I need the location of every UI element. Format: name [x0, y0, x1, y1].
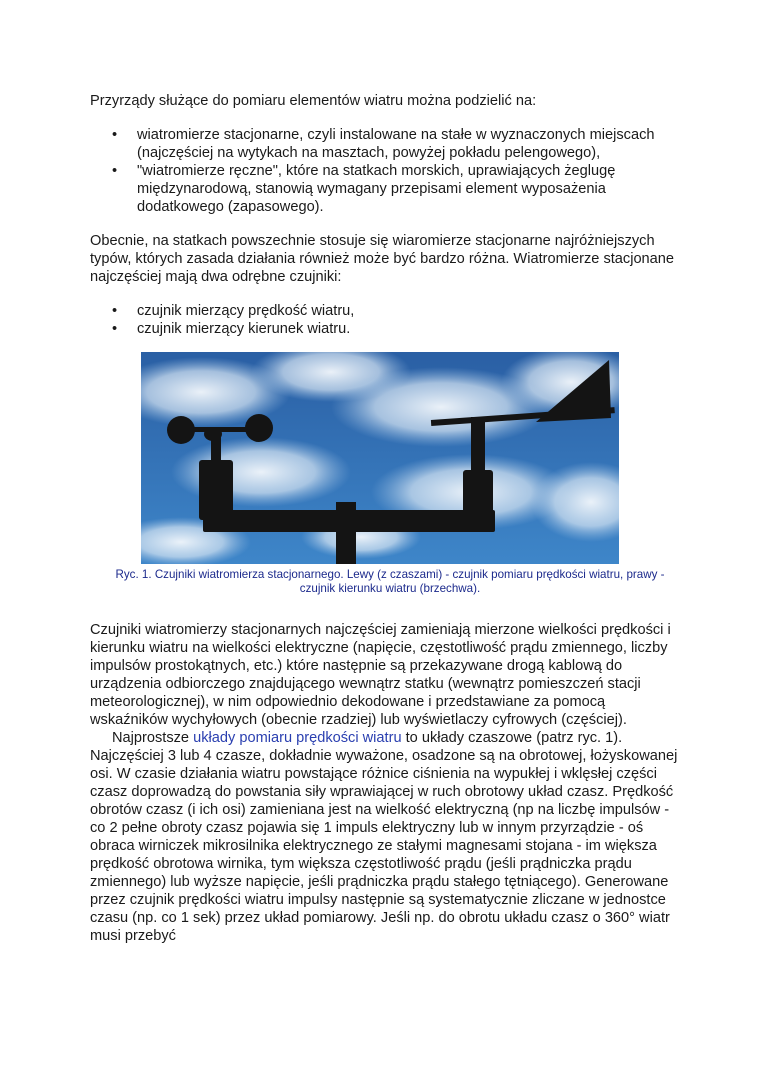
- body-paragraph: Czujniki wiatromierzy stacjonarnych najczęściej zamieniają mierzone wielkości prędkości i kierunku wiatru na wielkości elektryczne (napięcie, częstotliwość prądu zmiennego, liczby impulsów prostokątnych, etc.) które następnie są przekazywane drogą kablową do urządzenia odbiorczego znajdującego wewnątrz statku (wewnątrz pomieszczeń stacji meteorologicznej), w nim odpowiednio dekodowane i przedstawiane za pomocą wskaźników wychyłowych (obecnie rzadziej) lub wyświetlaczy cyfrowych (częściej).: [90, 622, 671, 728]
- cup-anemometer-paragraph: [90, 729, 680, 945]
- paragraph-body: to układy czaszowe (patrz ryc. 1). Najczęściej 3 lub 4 czasze, dokładnie wyważone, osadzone są na obrotowej, łożyskowanej osi. W czasie działania wiatru powstające różnice ciśnienia na wypukłej i wklęsłej części czasz doprowadzą do powstania siły wprawiającej w ruch obrotowy układ czasz. Prędkość obrotów czasz (i ich osi) zamieniana jest na wielkość elektryczną (np na liczbę impulsów - co 2 pełne obroty czasz pojawia się 1 impuls elektryczny lub w innym przyrządzie - oś obraca wirniczek mikrosilnika elektrycznego ze stałymi magnesami stojana - im większa prędkość obrotowa wirnika, tym większa częstotliwość prądu (jeśli prądniczka prądu zmiennego) lub wyższe napięcie, jeśli prądniczka prądu stałego tętniącego). Generowane przez czujnik prędkości wiatru impulsy następnie są systematycznie zliczane w jednostce czasu (np. co 1 sek) przez układ pomiarowy. Jeśli np. do obrotu układu czasz o 360° wiatr musi przebyć: [90, 730, 678, 944]
- wind-speed-systems-link[interactable]: układy pomiaru prędkości wiatru: [193, 730, 402, 746]
- figure-caption: Ryc. 1. Czujniki wiatromierza stacjonarnego. Lewy (z czaszami) - czujnik pomiaru prędkości wiatru, prawy - czujnik kierunku wiatru (brzechwa).: [115, 568, 665, 595]
- sensor-list: [90, 302, 680, 338]
- list-item: • czujnik mierzący kierunek wiatru.: [90, 320, 680, 338]
- paragraph-lead: Najprostsze: [112, 730, 194, 746]
- anemometer-photo: [141, 352, 619, 564]
- list-item: • czujnik mierzący prędkość wiatru,: [90, 302, 680, 320]
- intro-paragraph: Przyrządy służące do pomiaru elementów wiatru można podzielić na:: [90, 93, 537, 109]
- document-page: [90, 92, 680, 945]
- instrument-types-list: [90, 126, 680, 216]
- sensors-paragraph: Obecnie, na statkach powszechnie stosuje się wiaromierze stacjonarne najróżniejszych typów, których zasada działania również może być bardzo różna. Wiatromierze stacjonane najczęściej mają dwa odrębne czujniki:: [90, 233, 675, 285]
- list-item: • wiatromierze stacjonarne, czyli instalowane na stałe w wyznaczonych miejscach (najczęściej na wytykach na masztach, powyżej pokładu pelengowego),: [90, 126, 680, 162]
- list-item: • "wiatromierze ręczne", które na statkach morskich, uprawiających żeglugę międzynarodową, stanowią wymagany przepisami element wyposażenia dodatkowego (zapasowego).: [90, 162, 680, 216]
